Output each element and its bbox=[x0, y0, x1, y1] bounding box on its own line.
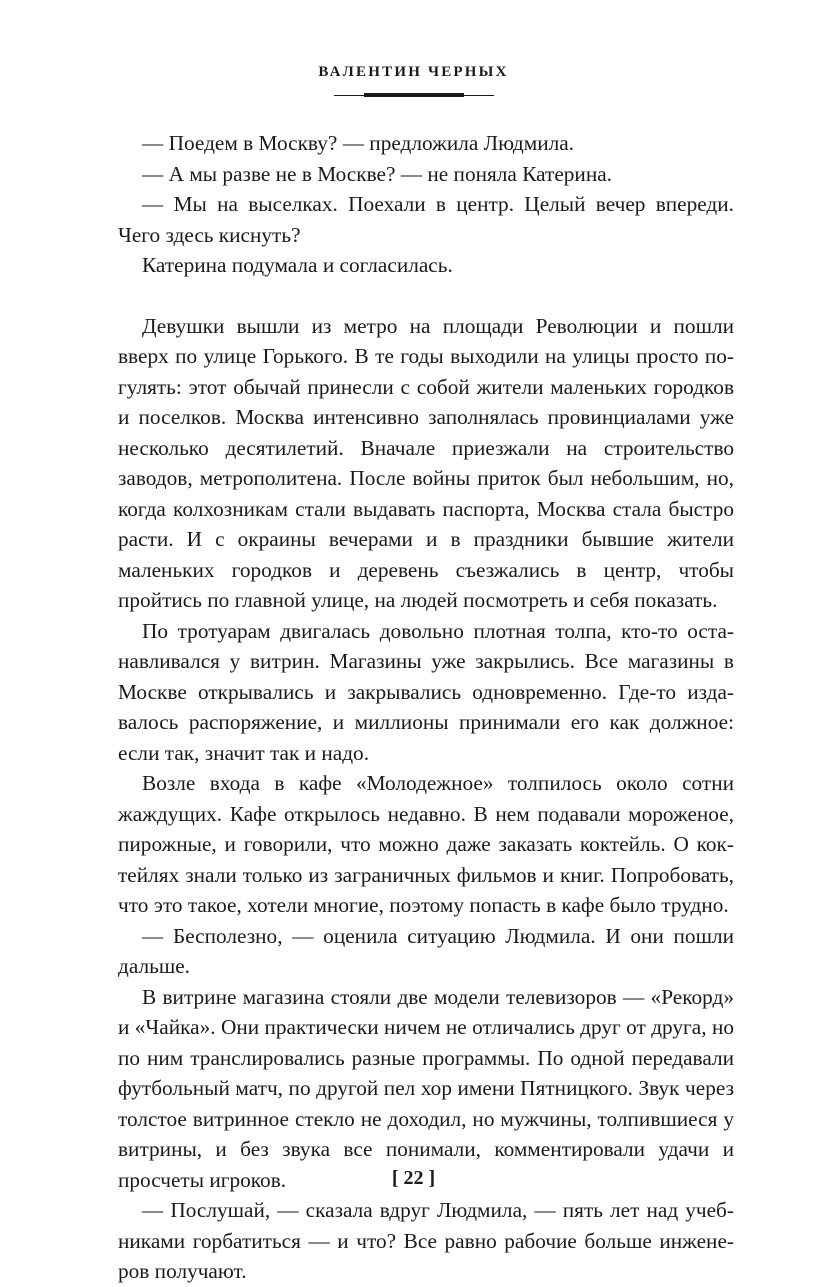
page-header bbox=[0, 64, 827, 97]
paragraph: Возле входа в кафе «Молодежное» толпилось около сотни жаждущих. Кафе открылось недавно. В нем подавали мороженое, пирожные, и говорили, что можно даже заказать коктейль. О коктейлях знали только из заграничных фильмов и книг. Попробовать, что это такое, хотели многие, поэтому попасть в кафе было трудно. bbox=[118, 771, 734, 917]
header-rule-thick-line bbox=[364, 93, 464, 97]
paragraph: — Послушай, — сказала вдруг Людмила, — пять лет над учебниками горбатиться — и что? Все равно рабочие больше инженеров получают. bbox=[118, 1198, 734, 1283]
paragraph: — Поедем в Москву? — предложила Людмила. bbox=[142, 131, 575, 155]
running-head: ВАЛЕНТИН ЧЕРНЫХ bbox=[318, 64, 509, 80]
paragraph: По тротуарам двигалась довольно плотная толпа, кто-то останавливался у витрин. Магазины уже закрылись. Все магазины в Москве открывались и закрывались одновременно. Где-то издавалось распоряжение, и миллионы принимали его как должное: если так, значит так и надо. bbox=[118, 618, 734, 765]
paragraph: — Мы на выселках. Поехали в центр. Целый вечер впереди. Чего здесь киснуть? bbox=[118, 192, 734, 247]
paragraph: Катерина подумала и согласилась. bbox=[142, 253, 453, 277]
paragraph: — А мы разве не в Москве? — не поняла Катерина. bbox=[142, 161, 612, 186]
page-number: [ 22 ] bbox=[391, 1167, 436, 1189]
paragraph: Девушки вышли из метро на площади Революции и пошли вверх по улице Горького. В те годы выходили на улицы просто погулять: этот обычай принесли с собой жители маленьких городков и поселков. Москва интенсивно заполнялась провинциалами уже несколько десятилетий. Вначале приезжали на строительство заводов, метрополитена. После войны приток был небольшим, но, когда колхозникам стали выдавать паспорта, Москва стала быстро расти. И с окраины вечерами и в праздники бывшие жители маленьких городков и деревень съезжались в центр, чтобы пройтись по главной улице, на людей посмотреть и себя показать. bbox=[118, 313, 734, 612]
paragraph: — Бесполезно, — оценила ситуацию Людмила. И они пошли дальше. bbox=[118, 923, 734, 978]
header-rule bbox=[334, 93, 494, 97]
paragraph: В витрине магазина стояли две модели телевизоров — «Рекорд» и «Чайка». Они практически ничем не отличались друг от друга, но по ним транслировались разные программы. По одной передавали футбольный матч, по другой пел хор имени Пятницкого. Звук через толстое витринное стекло не доходил, но мужчины, толпившиеся у витрины, и без звука все понимали, комментировали удачи и просчеты игроков. bbox=[118, 984, 734, 1192]
body-text bbox=[118, 128, 734, 1287]
